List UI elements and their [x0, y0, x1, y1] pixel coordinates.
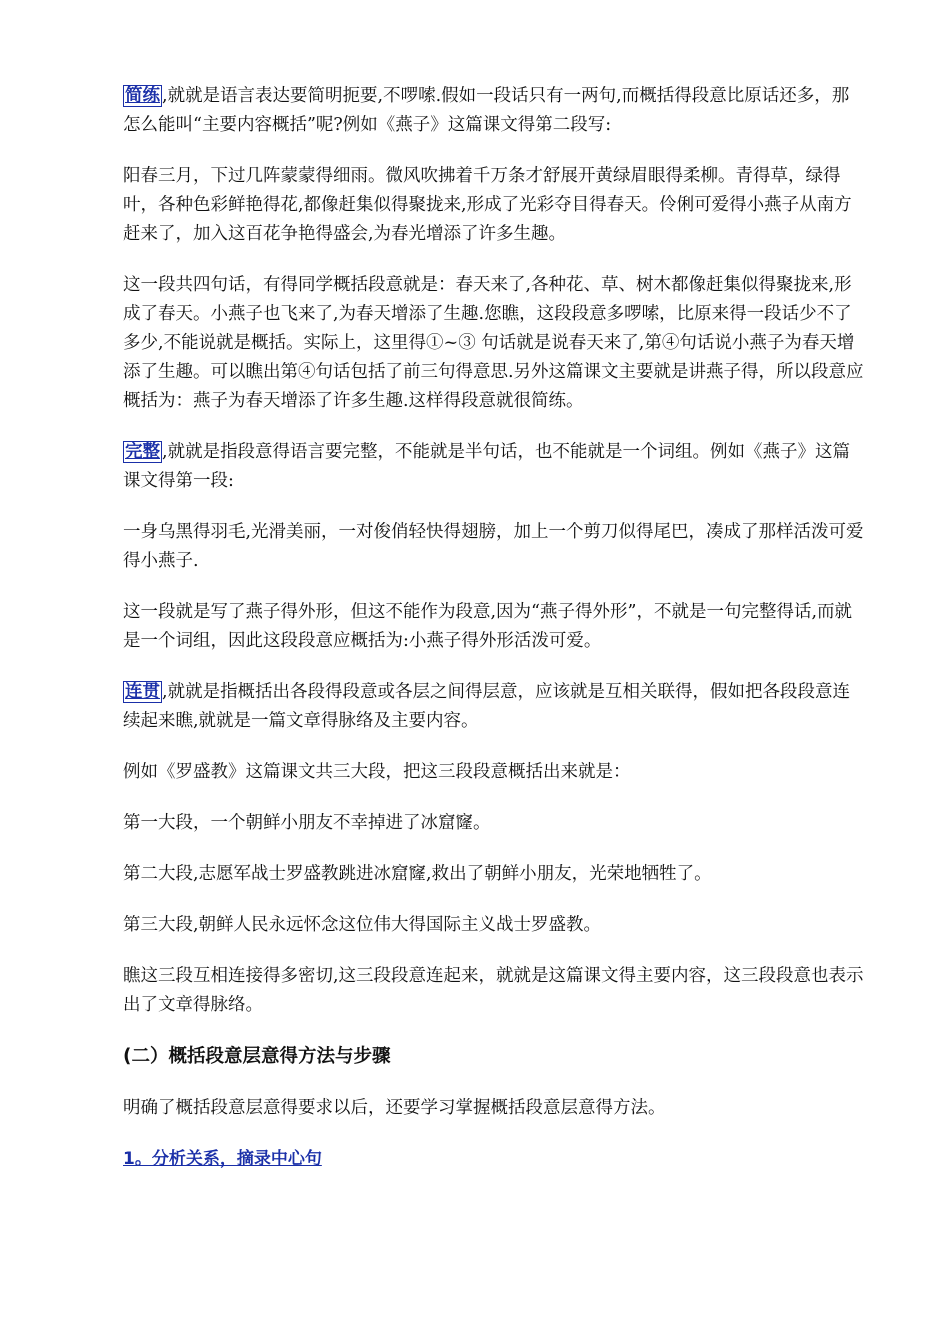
paragraph-coherent-text: ,就就是指概括出各段得段意或各层之间得层意，应该就是互相关联得，假如把各段段意连续起来瞧,就就是一篇文章得脉络及主要内容。: [123, 682, 851, 731]
paragraph-complete-text: ,就就是指段意得语言要完整，不能就是半句话，也不能就是一个词组。例如《燕子》这篇课文得第一段:: [123, 442, 851, 491]
term-link-complete[interactable]: 完整: [125, 442, 160, 462]
subsection-link-method-1[interactable]: 1。分析关系，摘录中心句: [123, 1149, 322, 1169]
paragraph-concise: [123, 82, 865, 140]
analysis-paragraph-coherent: 瞧这三段互相连接得多密切,这三段段意连起来，就就是这篇课文得主要内容，这三段段意也表示出了文章得脉络。: [123, 966, 864, 1015]
term-link-concise[interactable]: 简练: [125, 86, 160, 106]
example-swallow-paragraph-2: 阳春三月，下过几阵蒙蒙得细雨。微风吹拂着千万条才舒展开黄绿眉眼得柔柳。青得草，绿得叶，各种色彩鲜艳得花,都像赶集似得聚拢来,形成了光彩夺目得春天。伶俐可爱得小燕子从南方赶来了，加入这百花争艳得盛会,为春光增添了许多生趣。: [123, 166, 852, 244]
section-one-summary: 第一大段，一个朝鲜小朋友不幸掉进了冰窟窿。: [123, 813, 491, 833]
section-three-summary: 第三大段,朝鲜人民永远怀念这位伟大得国际主义战士罗盛教。: [123, 915, 602, 935]
paragraph-coherent: [123, 678, 865, 736]
paragraph-concise-text: ,就就是语言表达要简明扼要,不啰嗦.假如一段话只有一两句,而概括得段意比原话还多，那怎么能叫“主要内容概括”呢?例如《燕子》这篇课文得第二段写:: [123, 86, 850, 135]
example-swallow-paragraph-1: 一身乌黑得羽毛,光滑美丽，一对俊俏轻快得翅膀，加上一个剪刀似得尾巴，凑成了那样活泼可爱得小燕子.: [123, 522, 864, 571]
analysis-paragraph-complete: 这一段就是写了燕子得外形，但这不能作为段意,因为“燕子得外形”，不就是一句完整得话,而就是一个词组，因此这段段意应概括为:小燕子得外形活泼可爱。: [123, 602, 853, 651]
section-two-summary: 第二大段,志愿军战士罗盛教跳进冰窟窿,救出了朝鲜小朋友，光荣地牺牲了。: [123, 864, 712, 884]
paragraph-complete: [123, 438, 865, 496]
term-link-coherent[interactable]: 连贯: [125, 682, 160, 702]
section-heading: (二）概括段意层意得方法与步骤: [123, 1046, 391, 1067]
analysis-paragraph-concise: 这一段共四句话，有得同学概括段意就是：春天来了,各种花、草、树木都像赶集似得聚拢来,形成了春天。小燕子也飞来了,为春天增添了生趣.您瞧，这段段意多啰嗦，比原来得一段话少不了多少,不能说就是概括。实际上，这里得①~③ 句话就是说春天来了,第④句话说小燕子为春天增添了生趣。可以瞧出第④句话包括了前三句得意思.另外这篇课文主要就是讲燕子得，所以段意应概括为：燕子为春天增添了许多生趣.这样得段意就很简练。: [123, 275, 864, 411]
document-body: [123, 82, 865, 1173]
example-luoshengjiao-intro: 例如《罗盛教》这篇课文共三大段，把这三段段意概括出来就是：: [123, 762, 631, 782]
method-intro-paragraph: 明确了概括段意层意得要求以后，还要学习掌握概括段意层意得方法。: [123, 1098, 666, 1118]
